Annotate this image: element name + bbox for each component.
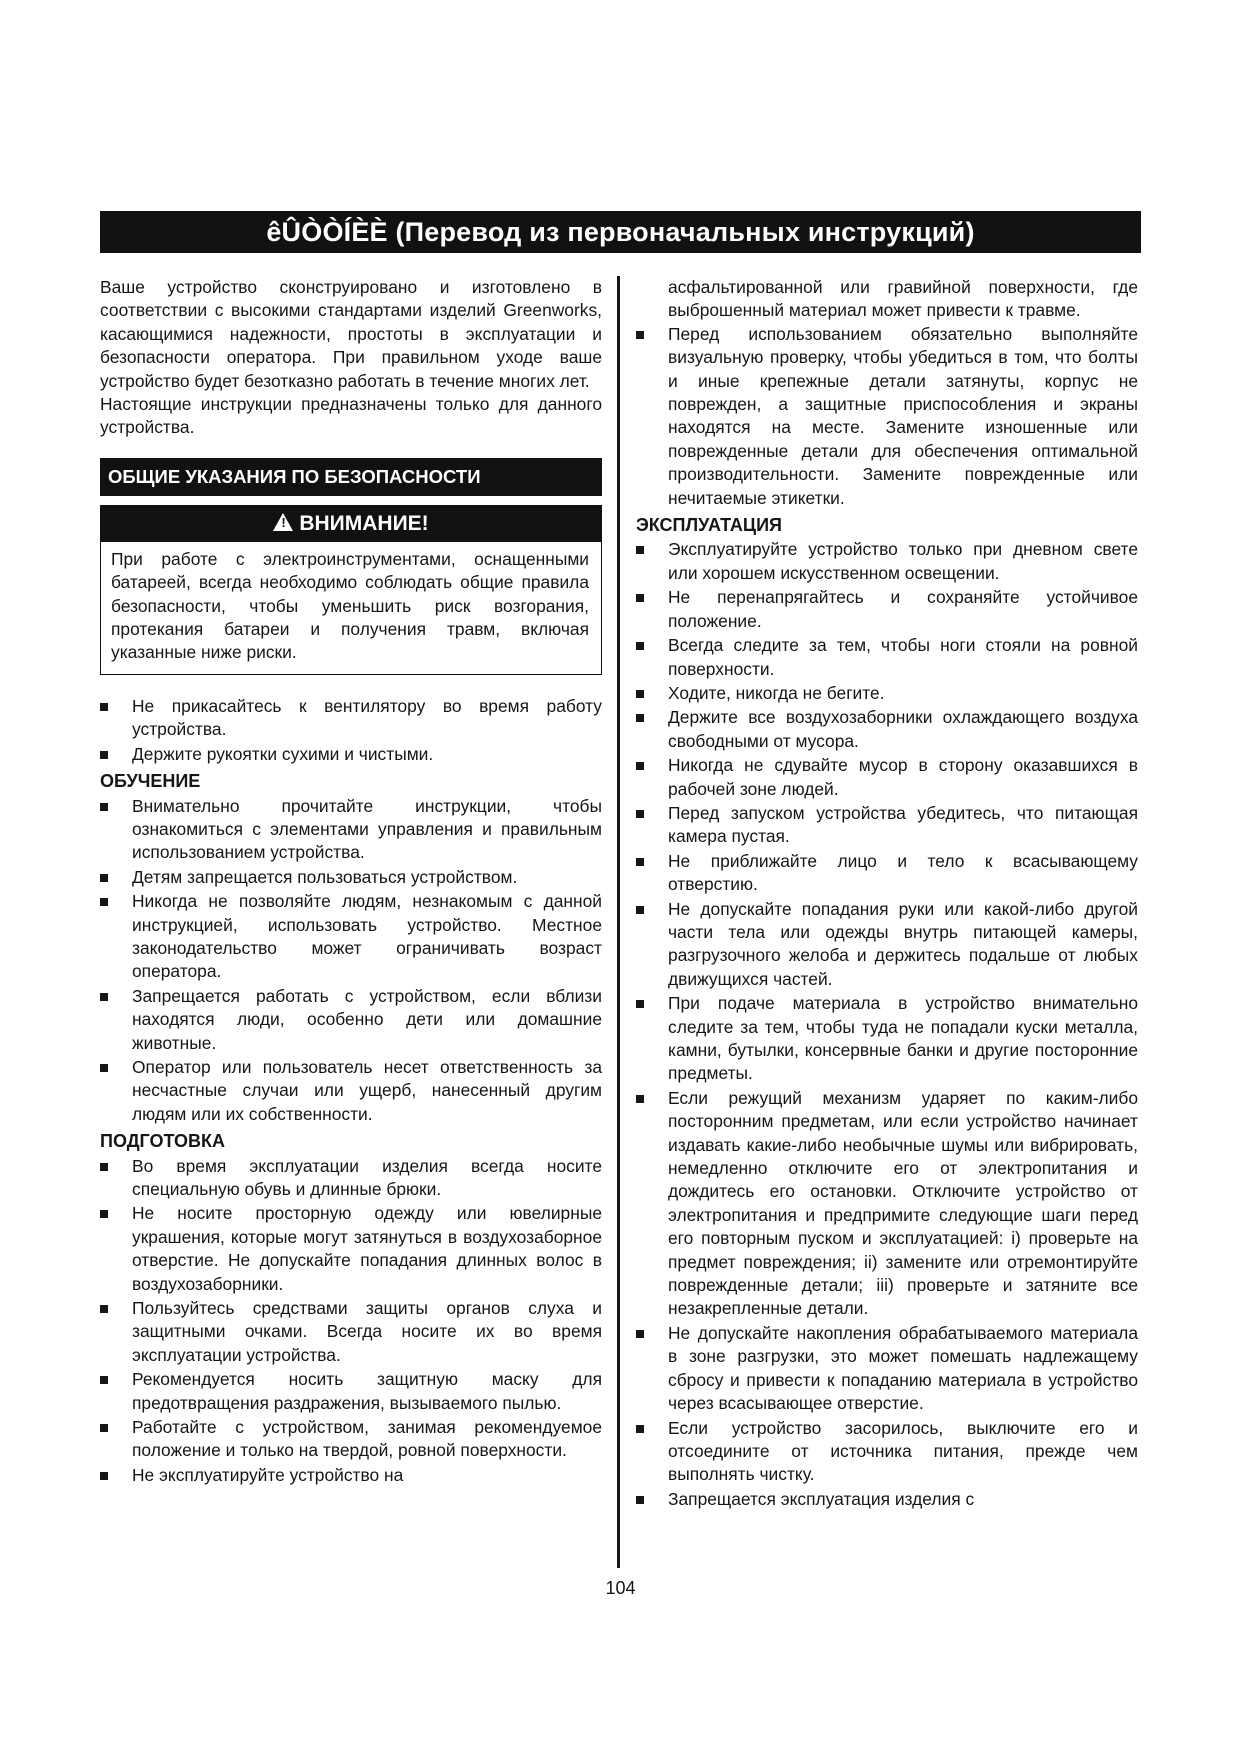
- list-item: Ходите, никогда не бегите.: [636, 682, 1138, 705]
- list-item: Не прикасайтесь к вентилятору во время работу устройства.: [100, 695, 602, 742]
- list-item: Никогда не сдувайте мусор в сторону оказавшихся в рабочей зоне людей.: [636, 754, 1138, 801]
- list-item: Пользуйтесь средствами защиты органов слуха и защитными очками. Всегда носите их во время эксплуатации устройства.: [100, 1297, 602, 1367]
- list-item: Не допускайте попадания руки или какой-либо другой части тела или одежды внутрь питающей камеры, разгрузочного желоба и держитесь подальше от любых движущихся частей.: [636, 898, 1138, 992]
- subheading-training: ОБУЧЕНИЕ: [100, 771, 201, 792]
- list-item: Перед запуском устройства убедитесь, что питающая камера пустая.: [636, 802, 1138, 849]
- list-item: Всегда следите за тем, чтобы ноги стояли на ровной поверхности.: [636, 634, 1138, 681]
- list-item: Не носите просторную одежду или ювелирные украшения, которые могут затянуться в воздухозаборное отверстие. Не допускайте попадания длинных волос в воздухозаборники.: [100, 1202, 602, 1296]
- list-item: Работайте с устройством, занимая рекомендуемое положение и только на твердой, ровной поверхности.: [100, 1416, 602, 1463]
- section-title-general-safety: ОБЩИЕ УКАЗАНИЯ ПО БЕЗОПАСНОСТИ: [100, 458, 602, 496]
- list-item: Перед использованием обязательно выполняйте визуальную проверку, чтобы убедиться в том, что болты и иные крепежные детали затянуты, корпус не поврежден, а защитные приспособления и экраны находятся на месте. Замените изношенные или поврежденные детали для обеспечения оптимальной производительности. Замените поврежденные или нечитаемые этикетки.: [636, 323, 1138, 510]
- page-title: êÛÒÒÍÈÈ (Перевод из первоначальных инструкций): [100, 211, 1141, 253]
- list-item: При подаче материала в устройство внимательно следите за тем, чтобы туда не попадали куски металла, камни, бутылки, консервные банки и другие посторонние предметы.: [636, 992, 1138, 1086]
- list-item: Держите все воздухозаборники охлаждающего воздуха свободными от мусора.: [636, 706, 1138, 753]
- list-item: Оператор или пользователь несет ответственность за несчастные случаи или ущерб, нанесенный другим людям или их собственности.: [100, 1056, 602, 1126]
- subheading-preparation: ПОДГОТОВКА: [100, 1131, 226, 1152]
- list-item: Запрещается эксплуатация изделия с: [636, 1488, 1138, 1511]
- list-item: Если режущий механизм ударяет по каким-либо посторонним предметам, или если устройство начинает издавать какие-либо необычные шумы или вибрировать, немедленно отключите его от электропитания и дождитесь его остановки. Отключите устройство от электропитания и предпримите следующие шаги перед его повторным пуском и эксплуатацией: i) проверьте на предмет повреждения; ii) замените или отремонтируйте поврежденные детали; iii) проверьте и затяните все незакрепленные детали.: [636, 1087, 1138, 1321]
- left-column: [100, 276, 602, 1488]
- list-item: Во время эксплуатации изделия всегда носите специальную обувь и длинные брюки.: [100, 1155, 602, 1202]
- column-divider: [617, 276, 620, 1568]
- list-item: Запрещается работать с устройством, если вблизи находятся люди, особенно дети или домашние животные.: [100, 985, 602, 1055]
- warning-header: [101, 506, 601, 542]
- list-item: Не допускайте накопления обрабатываемого материала в зоне разгрузки, это может помешать надлежащему сбросу и привести к попаданию материала в устройство через всасывающее отверстие.: [636, 1322, 1138, 1416]
- continued-text: асфальтированной или гравийной поверхности, где выброшенный материал может привести к травме.: [668, 277, 1138, 321]
- list-item: Внимательно прочитайте инструкции, чтобы ознакомиться с элементами управления и правильным использованием устройства.: [100, 795, 602, 865]
- list-item: Никогда не позволяйте людям, незнакомым с данной инструкцией, использовать устройство. Местное законодательство может ограничивать возраст оператора.: [100, 890, 602, 984]
- general-safety-list: [100, 695, 602, 766]
- intro-paragraph: Ваше устройство сконструировано и изготовлено в соответствии с высокими стандартами изделий Greenworks, касающимися надежности, простоты в эксплуатации и безопасности оператора. При правильном уходе ваше устройство будет безотказно работать в течение многих лет.: [100, 277, 602, 391]
- warning-box: [100, 505, 602, 675]
- page-number: 104: [605, 1578, 636, 1598]
- list-item: Эксплуатируйте устройство только при дневном свете или хорошем искусственном освещении.: [636, 538, 1138, 585]
- warning-title: ВНИМАНИЕ!: [299, 511, 429, 535]
- warning-text: При работе с электроинструментами, оснащенными батареей, всегда необходимо соблюдать общие правила безопасности, чтобы уменьшить риск возгорания, протекания батареи и получения травм, включая указанные ниже риски.: [111, 548, 589, 663]
- list-item: Если устройство засорилось, выключите его и отсоедините от источника питания, прежде чем выполнять чистку.: [636, 1417, 1138, 1487]
- right-column: [636, 276, 1138, 1512]
- operation-list: [636, 538, 1138, 1511]
- list-item: Не эксплуатируйте устройство на: [100, 1464, 602, 1487]
- warning-icon: !: [273, 513, 293, 531]
- list-item: Держите рукоятки сухими и чистыми.: [100, 743, 602, 766]
- preparation-list-continued: [636, 323, 1138, 510]
- list-item: Не приближайте лицо и тело к всасывающему отверстию.: [636, 850, 1138, 897]
- list-item: Рекомендуется носить защитную маску для предотвращения раздражения, вызываемого пылью.: [100, 1368, 602, 1415]
- training-list: [100, 795, 602, 1127]
- list-item: Не перенапрягайтесь и сохраняйте устойчивое положение.: [636, 586, 1138, 633]
- preparation-list: [100, 1155, 602, 1488]
- list-item: Детям запрещается пользоваться устройством.: [100, 866, 602, 889]
- intro-paragraph: Настоящие инструкции предназначены только для данного устройства.: [100, 394, 602, 438]
- subheading-operation: ЭКСПЛУАТАЦИЯ: [636, 515, 782, 536]
